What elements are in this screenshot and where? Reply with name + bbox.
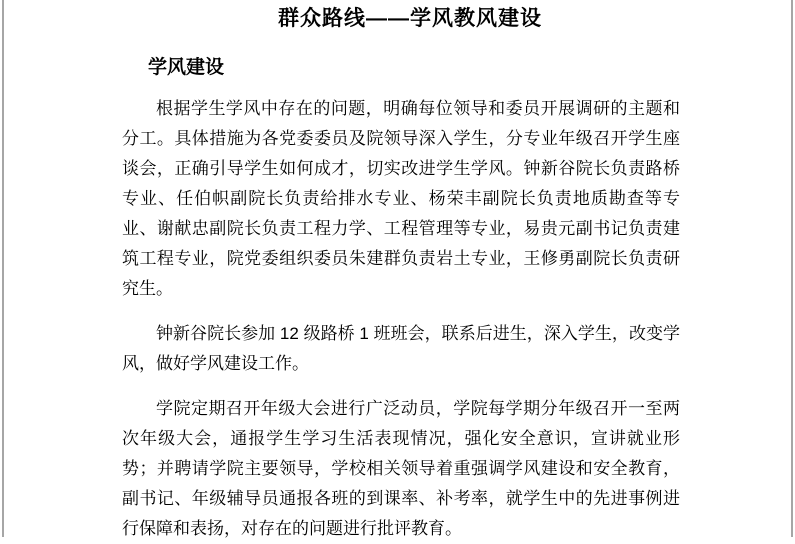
document-body: [122, 94, 680, 544]
section-heading: 学风建设: [148, 57, 225, 78]
document-title: 群众路线——学风教风建设: [278, 7, 542, 30]
paragraph: 钟新谷院长参加 12 级路桥 1 班班会，联系后进生，深入学生，改变学风，做好学风建设工作。: [122, 324, 680, 373]
paragraph: 根据学生学风中存在的问题，明确每位领导和委员开展调研的主题和分工。具体措施为各党委委员及院领导深入学生，分专业年级召开学生座谈会，正确引导学生如何成才，切实改进学生学风。钟新谷院长负责路桥专业、任伯帜副院长负责给排水专业、杨荣丰副院长负责地质勘查等专业、谢献忠副院长负责工程力学、工程管理等专业，易贵元副书记负责建筑工程专业，院党委组织委员朱建群负责岩土专业，王修勇副院长负责研究生。: [122, 99, 680, 298]
paragraph: 学院定期召开年级大会进行广泛动员，学院每学期分年级召开一至两次年级大会，通报学生学习生活表现情况，强化安全意识，宣讲就业形势；并聘请学院主要领导，学校相关领导着重强调学风建设和安全教育，副书记、年级辅导员通报各班的到课率、补考率，就学生中的先进事例进行保障和表扬，对存在的问题进行批评教育。: [122, 399, 680, 538]
